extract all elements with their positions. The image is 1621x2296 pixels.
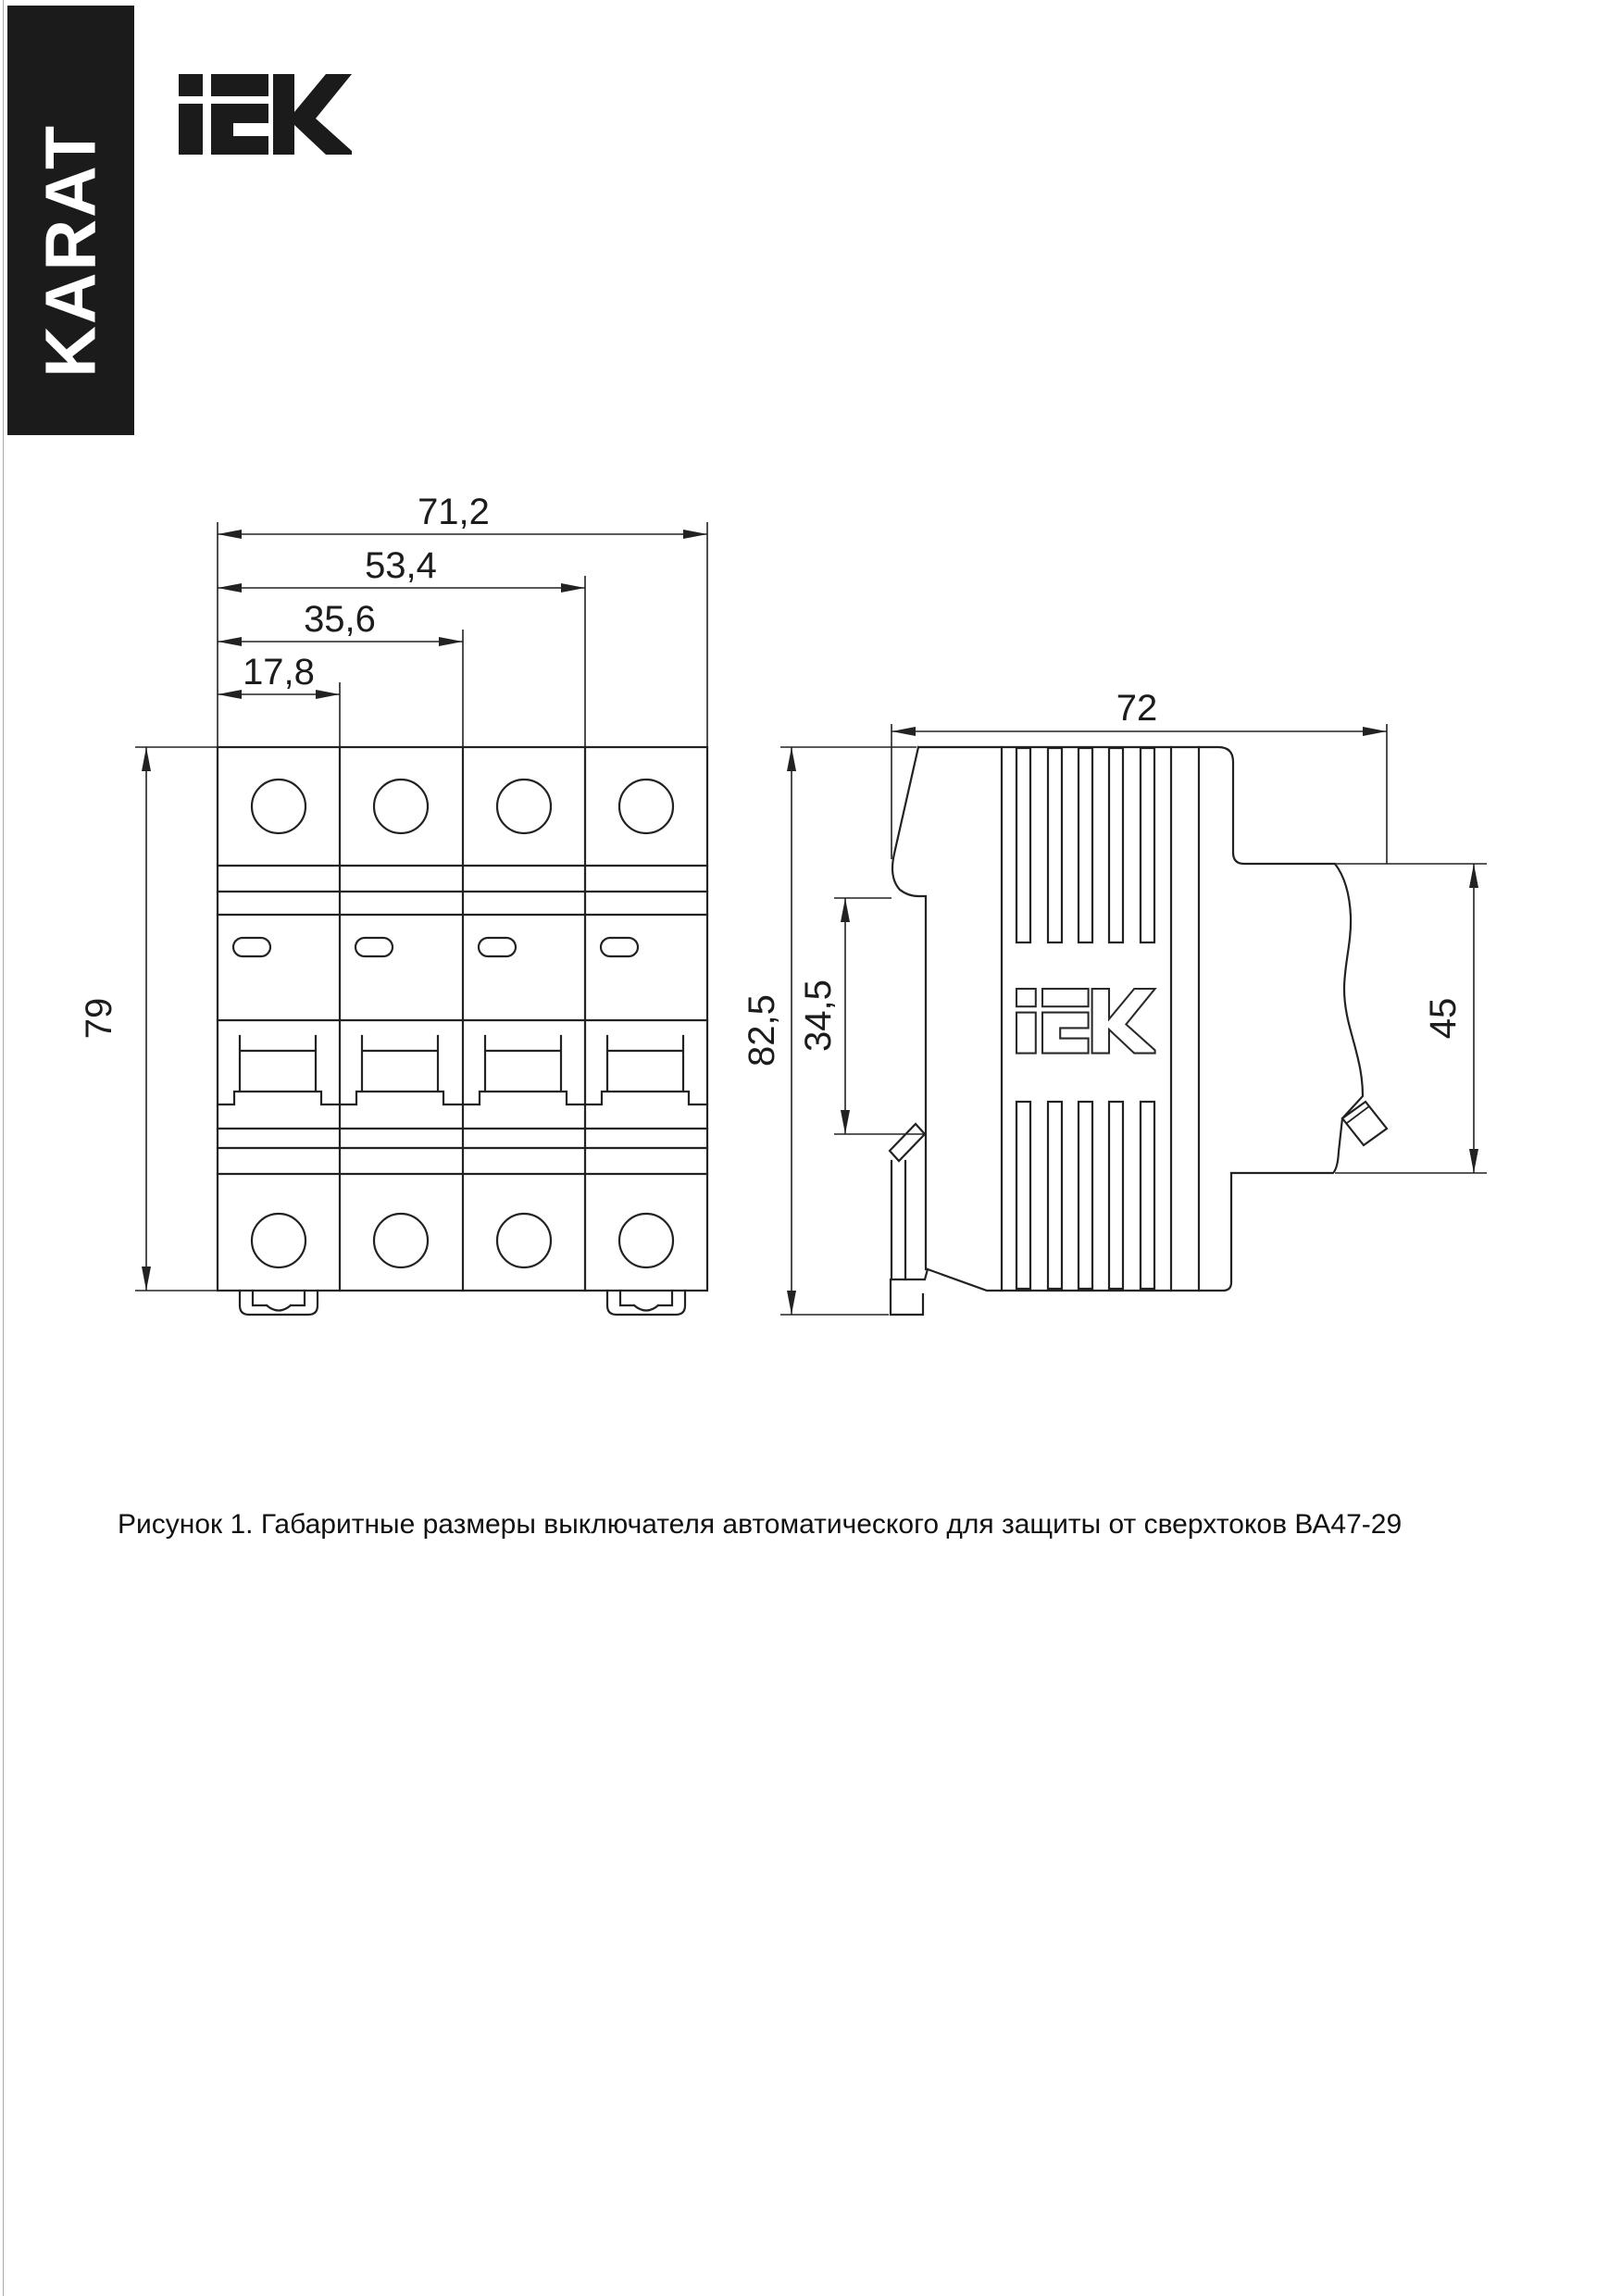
iek-logo-i-stem <box>179 104 203 155</box>
iek-logo-e-body <box>211 104 268 155</box>
side-vent-slots-top <box>1016 748 1154 942</box>
dim-side-height: 82,5 <box>742 994 782 1067</box>
figure-caption: Рисунок 1. Габаритные размеры выключателя автоматического для защиты от сверхтоков ВА47-29 <box>118 1509 1403 1540</box>
dim-terminal-side: 45 <box>1423 997 1464 1040</box>
dim-width-one: 17,8 <box>243 652 315 693</box>
side-depth-extension-lines <box>892 724 1387 864</box>
side-iek-logo <box>1016 989 1155 1054</box>
front-din-clips <box>240 1291 685 1315</box>
front-extension-lines <box>218 522 707 747</box>
side-din-spring-clip <box>890 1124 925 1161</box>
dim-width-total: 71,2 <box>418 492 490 532</box>
front-label-slots <box>233 938 638 956</box>
front-dim-arrows <box>142 530 707 1291</box>
side-din-foot-lines <box>892 1161 905 1279</box>
front-dim-labels <box>79 492 490 1039</box>
side-din-foot <box>891 1269 928 1315</box>
dim-width-two: 35,6 <box>304 599 376 640</box>
side-view <box>890 747 1387 1315</box>
dim-width-three: 53,4 <box>365 545 437 586</box>
side-dim-labels <box>742 688 1464 1067</box>
front-module-dividers <box>340 747 585 1291</box>
iek-logo <box>179 74 352 155</box>
iek-logo-k <box>273 74 352 155</box>
dim-front-height: 79 <box>79 997 119 1040</box>
dim-side-depth: 72 <box>1116 688 1158 729</box>
side-view-dimensions <box>742 688 1487 1315</box>
side-vent-slots-bottom <box>1016 1102 1154 1289</box>
iek-logo-e-top-bar <box>211 74 268 96</box>
front-height-dim-lines <box>135 747 218 1291</box>
side-terminal-clamp <box>1342 1102 1387 1145</box>
side-din-dim-lines <box>834 898 924 1134</box>
karat-brand-text: KARAT <box>31 124 110 378</box>
dim-din-channel: 34,5 <box>798 980 839 1052</box>
side-left-face <box>892 747 926 1269</box>
front-view <box>218 747 707 1315</box>
iek-logo-i-dot <box>179 74 203 96</box>
